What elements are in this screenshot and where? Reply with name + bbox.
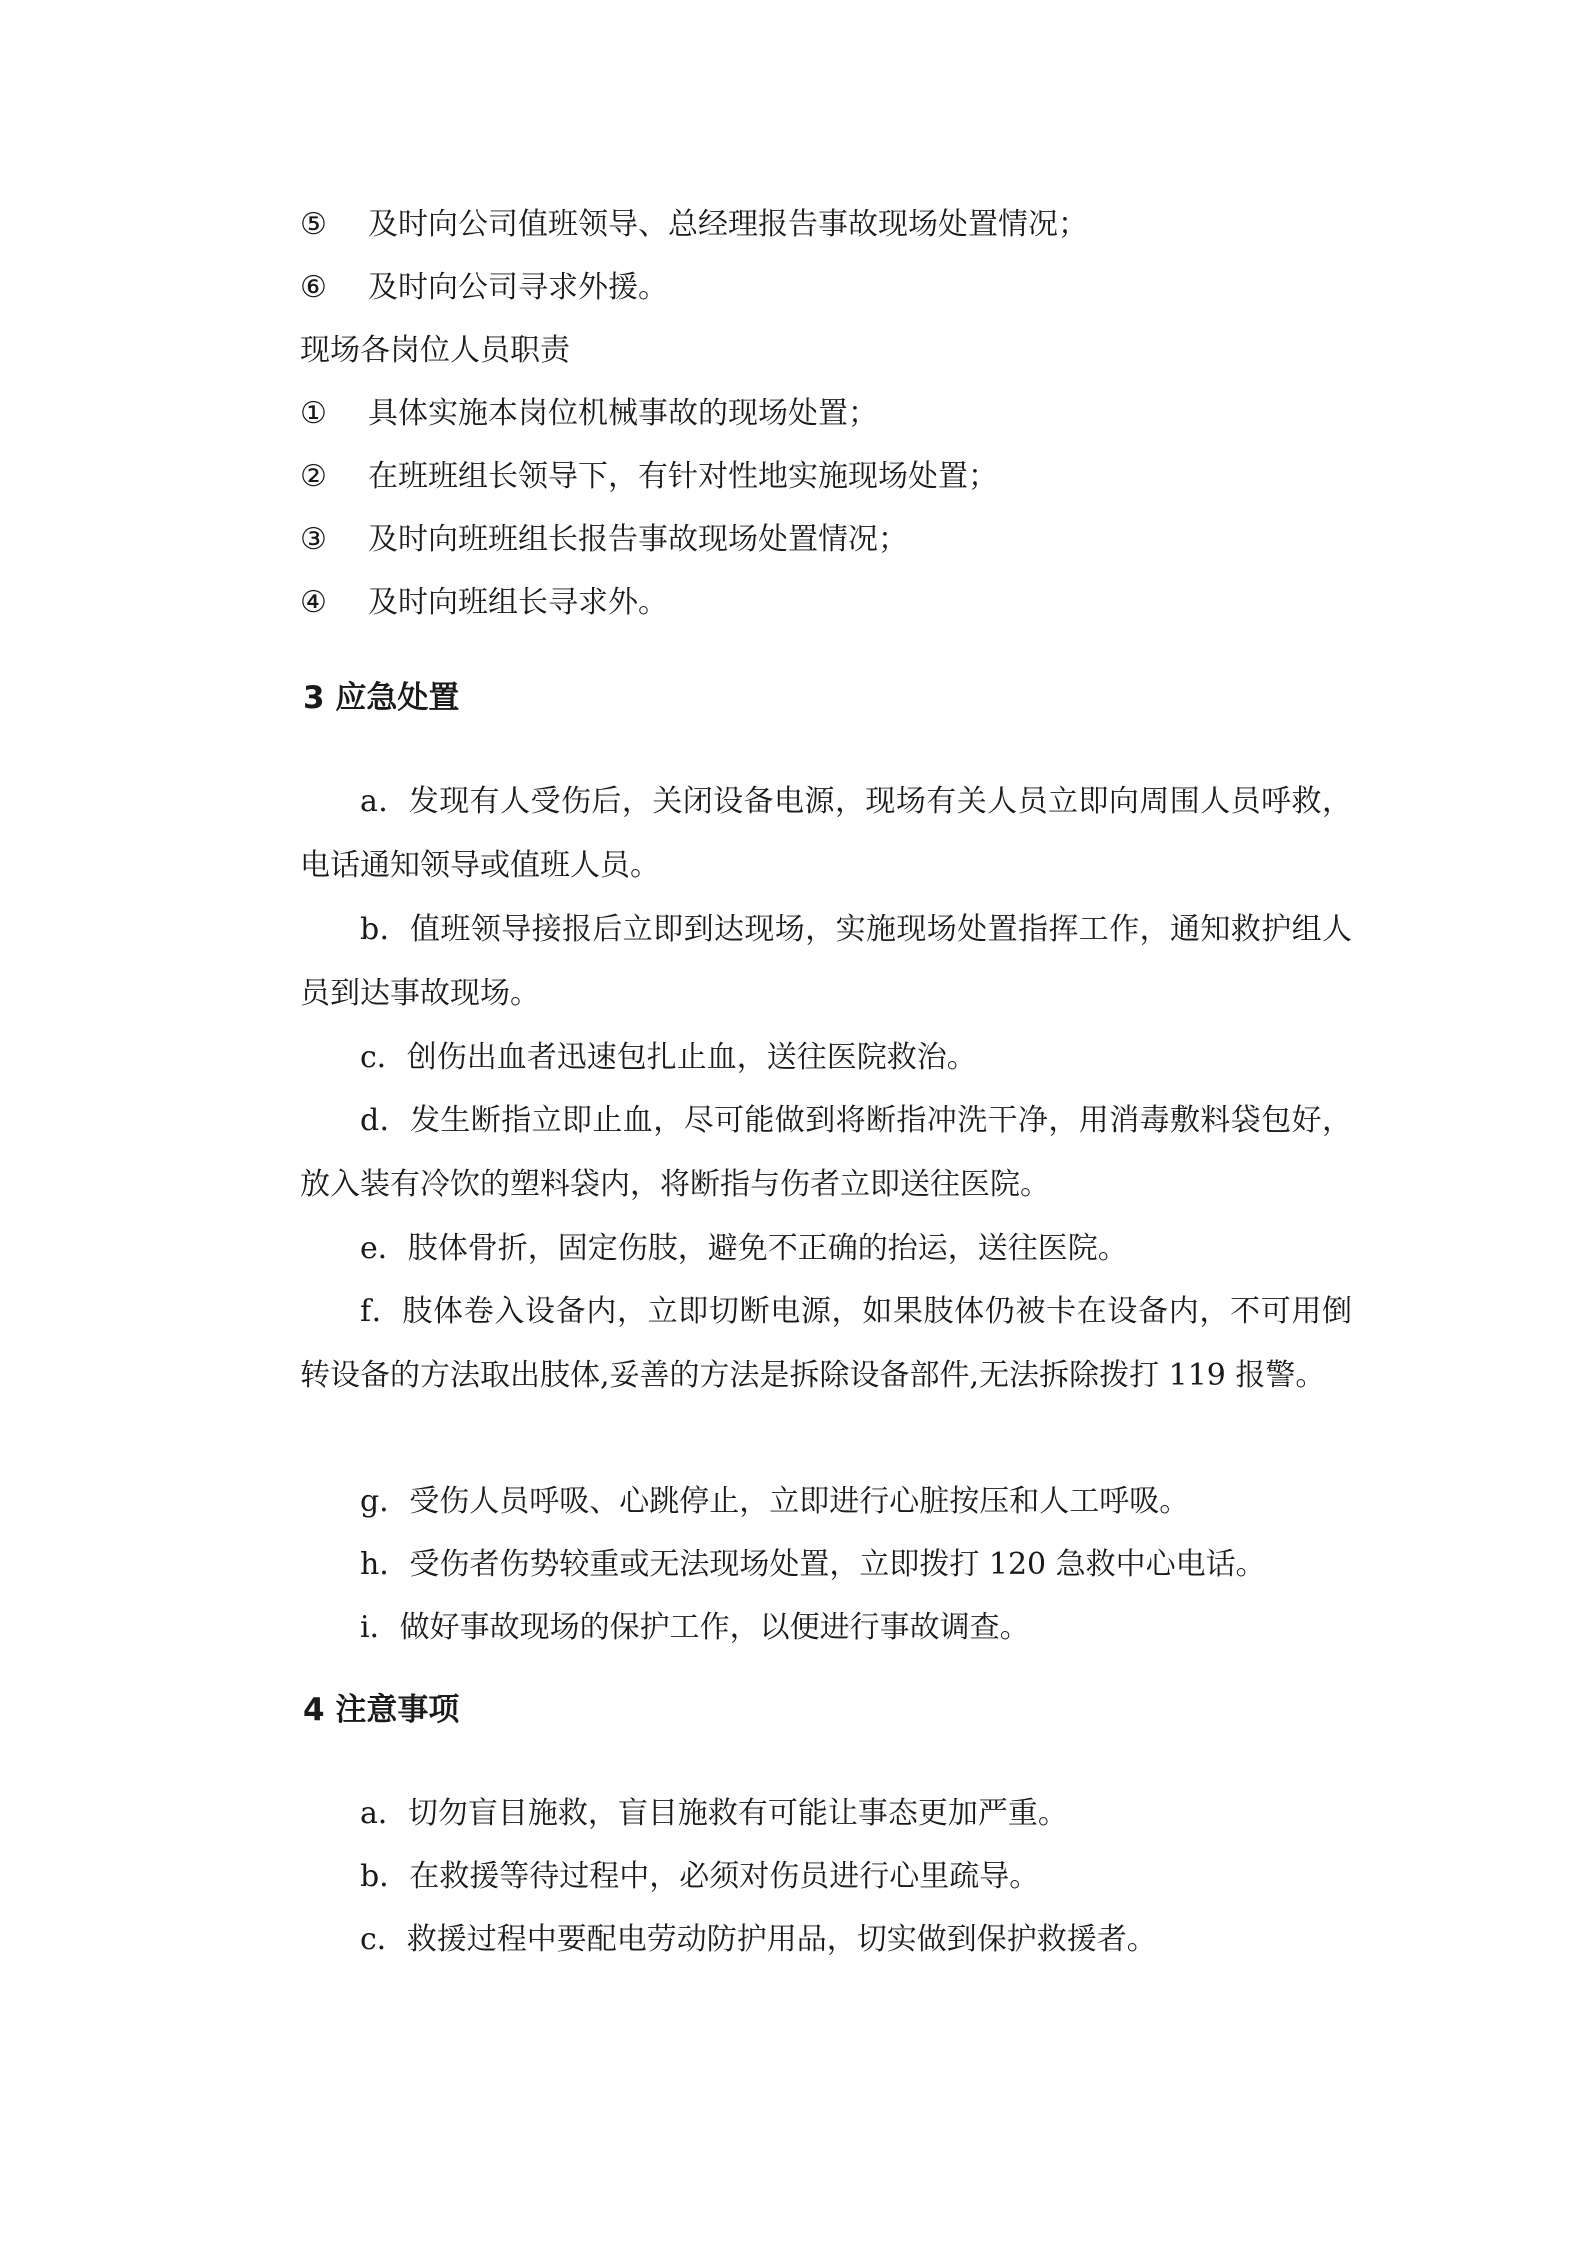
list-marker: ②: [300, 459, 327, 494]
list-item-text: 及时向班班组长报告事故现场处置情况；: [368, 522, 908, 557]
list-item-text: 在班班组长领导下，有针对性地实施现场处置；: [368, 459, 998, 494]
paragraph: b．值班领导接报后立即到达现场，实施现场处置指挥工作，通知救护组人员到达事故现场。: [300, 912, 1352, 1011]
list-item: [300, 583, 668, 623]
list-item: [300, 268, 668, 308]
list-marker: ①: [300, 396, 327, 431]
section-heading: 3 应急处置: [303, 680, 460, 716]
list-item: [300, 394, 878, 434]
list-marker: ⑤: [300, 207, 327, 242]
list-item-text: 及时向班组长寻求外。: [368, 585, 668, 620]
subheading: 现场各岗位人员职责: [300, 333, 570, 368]
list-item-text: 及时向公司寻求外援。: [368, 270, 668, 305]
list-item-text: 及时向公司值班领导、总经理报告事故现场处置情况；: [368, 207, 1088, 242]
list-item-text: 具体实施本岗位机械事故的现场处置；: [368, 396, 878, 431]
section-heading: 4 注意事项: [303, 1692, 460, 1728]
paragraph: e．肢体骨折，固定伤肢，避免不正确的抬运，送往医院。: [360, 1231, 1128, 1266]
paragraph: i．做好事故现场的保护工作，以便进行事故调查。: [360, 1610, 1030, 1645]
paragraph: b．在救援等待过程中，必须对伤员进行心里疏导。: [360, 1859, 1040, 1894]
paragraph: g．受伤人员呼吸、心跳停止，立即进行心脏按压和人工呼吸。: [360, 1484, 1190, 1519]
paragraph: c．创伤出血者迅速包扎止血，送往医院救治。: [360, 1040, 977, 1075]
paragraph: d．发生断指立即止血，尽可能做到将断指冲洗干净，用消毒敷料袋包好，放入装有冷饮的塑料袋内，将断指与伤者立即送往医院。: [300, 1103, 1352, 1202]
paragraph: c．救援过程中要配电劳动防护用品，切实做到保护救援者。: [360, 1922, 1157, 1957]
list-marker: ④: [300, 585, 327, 620]
list-marker: ⑥: [300, 270, 327, 305]
paragraph: f．肢体卷入设备内，立即切断电源，如果肢体仍被卡在设备内，不可用倒转设备的方法取出肢体,妥善的方法是拆除设备部件,无法拆除拨打 119 报警。: [300, 1294, 1352, 1393]
list-marker: ③: [300, 522, 327, 557]
paragraph: a．发现有人受伤后，关闭设备电源，现场有关人员立即向周围人员呼救，电话通知领导或值班人员。: [300, 784, 1352, 883]
list-item: [300, 520, 908, 560]
paragraph: h．受伤者伤势较重或无法现场处置，立即拨打 120 急救中心电话。: [360, 1547, 1266, 1582]
list-item: [300, 205, 1088, 245]
paragraph: a．切勿盲目施救，盲目施救有可能让事态更加严重。: [360, 1796, 1068, 1831]
list-item: [300, 457, 998, 497]
